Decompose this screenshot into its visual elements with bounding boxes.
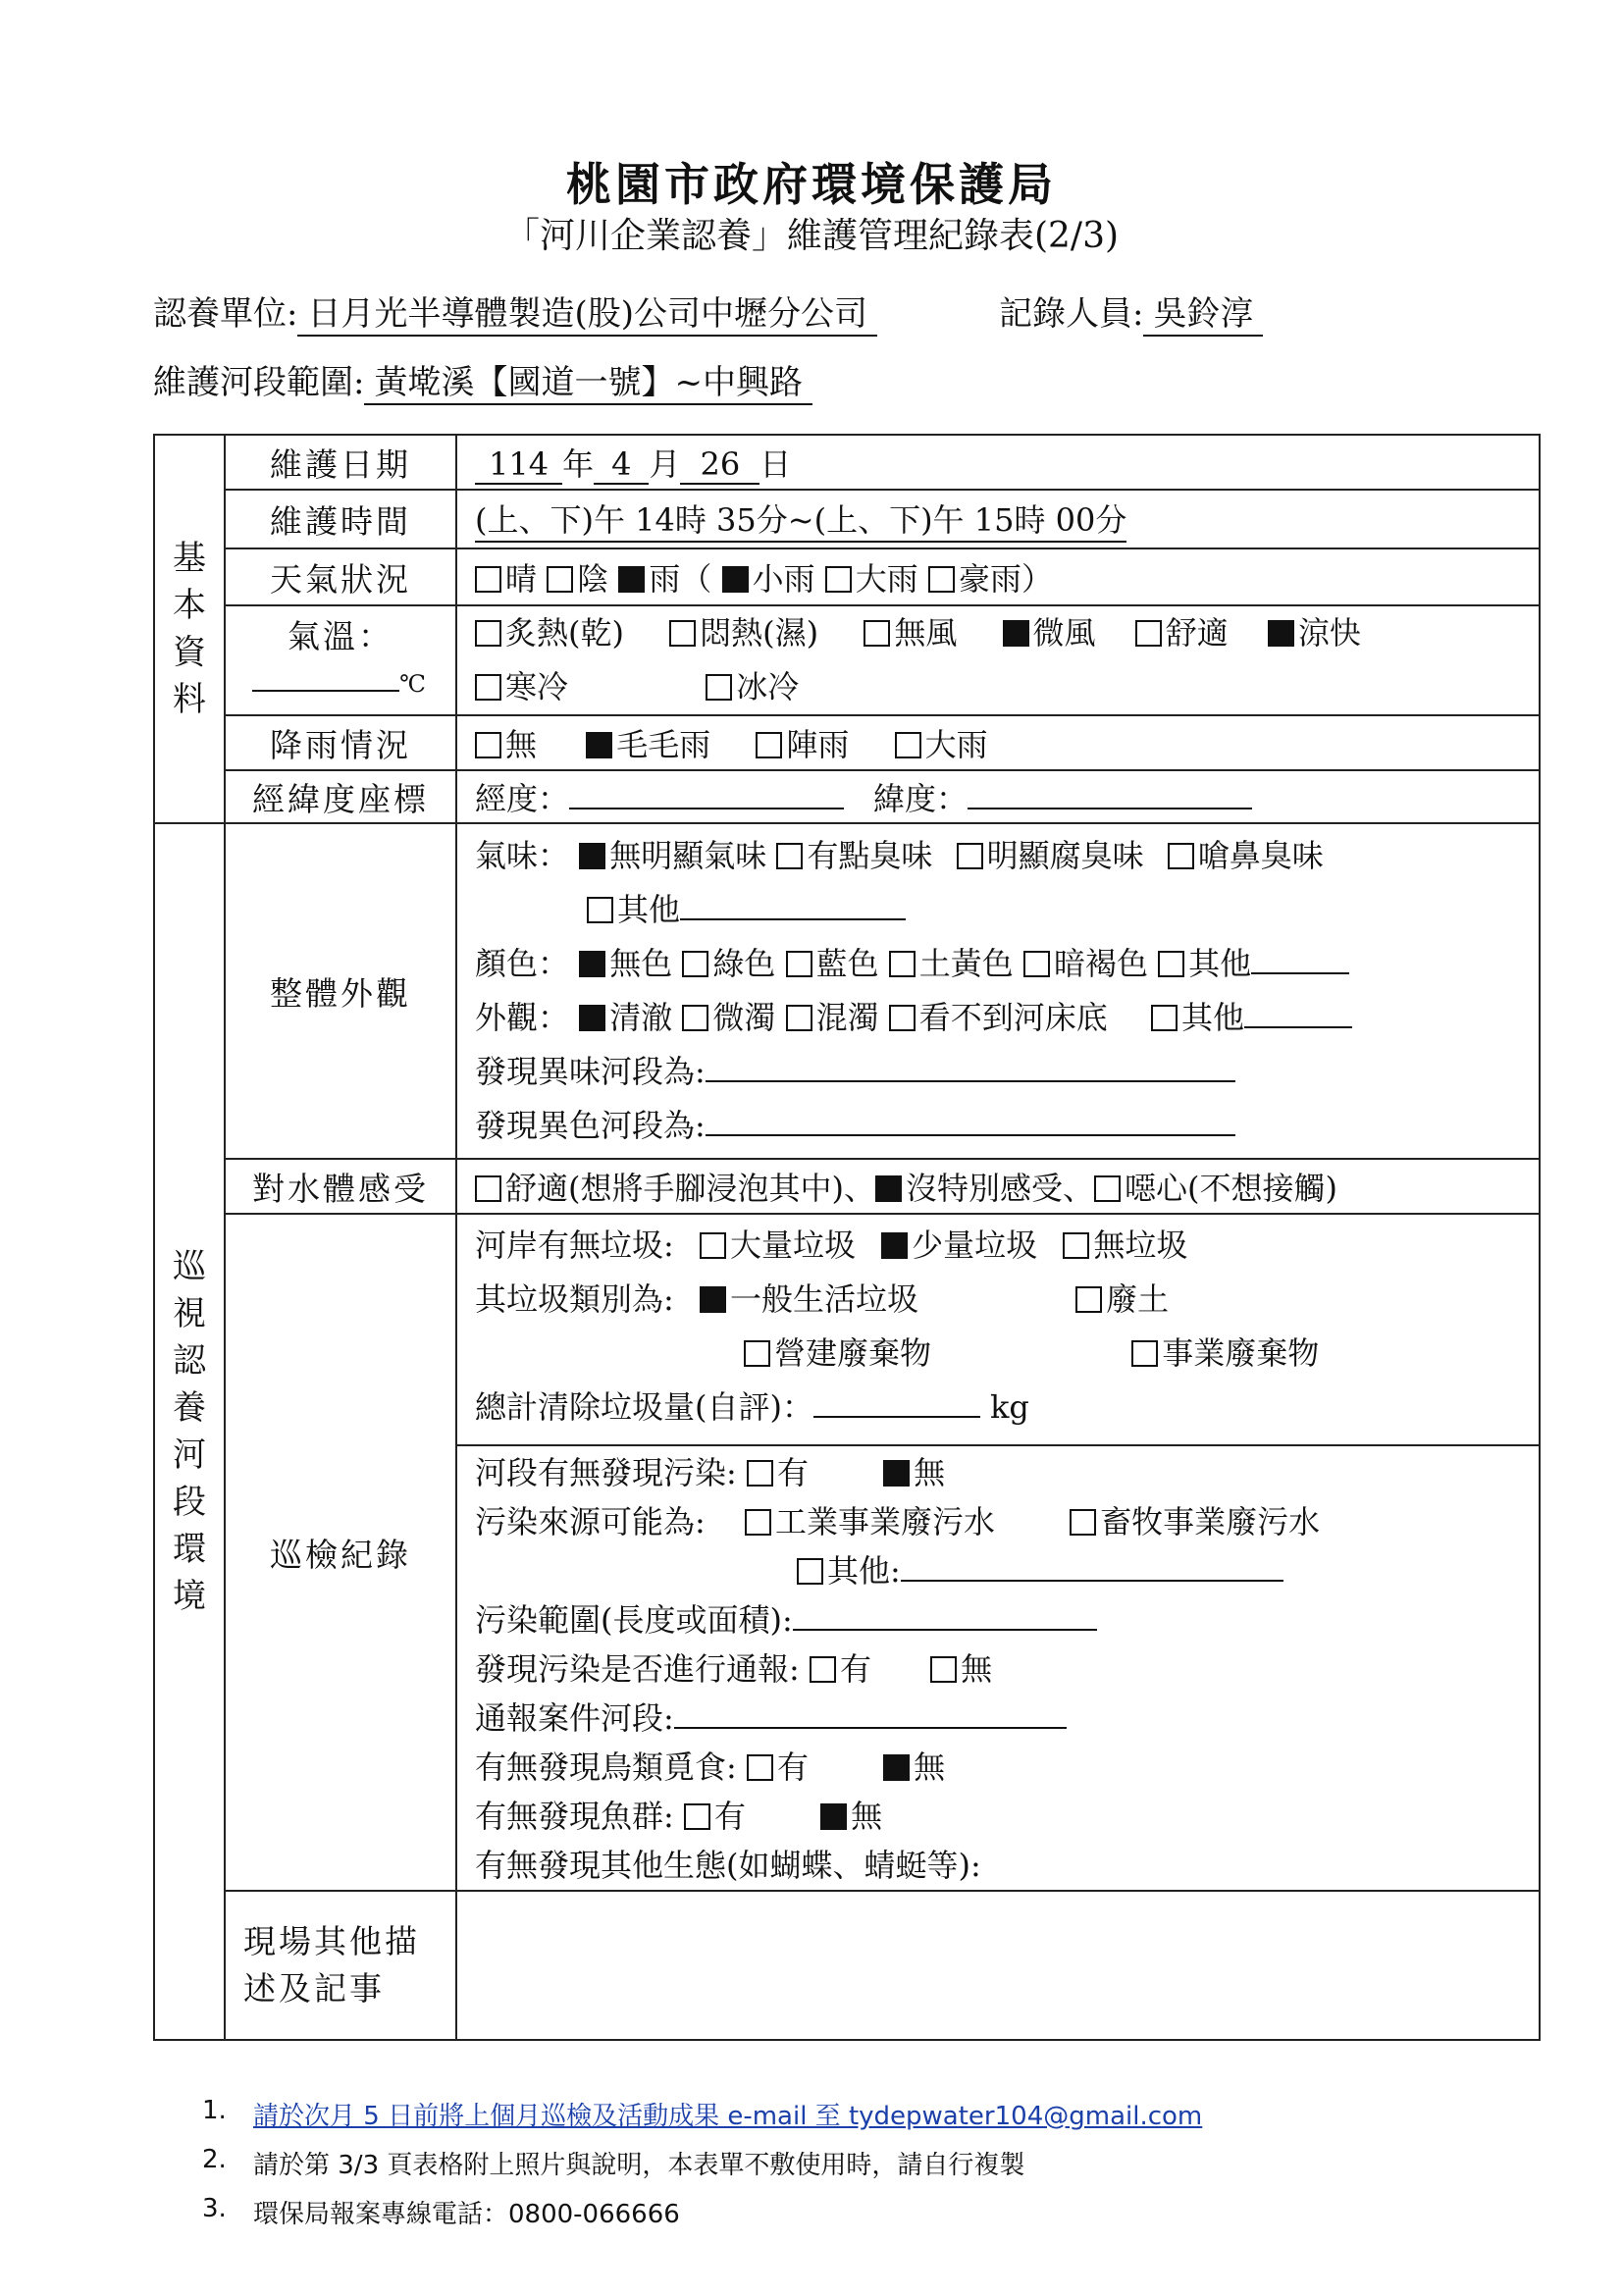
checkbox-blue[interactable] [786, 951, 812, 977]
odor-section-input[interactable] [706, 1055, 1235, 1082]
checkbox-business-waste[interactable] [1131, 1340, 1158, 1367]
longitude-input[interactable] [569, 782, 844, 809]
other-ecology-label: 有無發現其他生態(如蝴蝶、蜻蜓等): [475, 1847, 981, 1884]
option-source-other: 其他: [827, 1552, 901, 1590]
report-case-label: 通報案件河段: [475, 1699, 674, 1737]
option-color-other: 其他 [1188, 945, 1252, 982]
inspection-record-label: 巡檢紀錄 [225, 1214, 456, 1891]
checkbox-hot-humid[interactable] [669, 620, 696, 647]
checkbox-shower[interactable] [756, 732, 782, 758]
footer-note-1 [202, 2096, 1203, 2132]
report-label: 發現污染是否進行通報: [475, 1650, 800, 1688]
rainfall-options [456, 715, 1540, 770]
checkbox-waste-soil[interactable] [1075, 1286, 1102, 1313]
rainfall-label: 降雨情況 [225, 715, 456, 770]
option-pollution-yes: 有 [776, 1454, 809, 1491]
section-basic-info [154, 435, 225, 823]
garbage-block [457, 1215, 1539, 1446]
option-dark-brown: 暗褐色 [1053, 945, 1148, 982]
option-colorless: 無色 [609, 945, 673, 982]
checkbox-no-odor[interactable] [579, 843, 605, 869]
adoption-unit-row [153, 287, 877, 337]
checkbox-construction-waste[interactable] [744, 1340, 770, 1367]
date-day: 26 [680, 445, 759, 485]
recorder-value: 吳鈴淳 [1143, 287, 1263, 337]
checkbox-pungent-odor[interactable] [1168, 843, 1194, 869]
page-subtitle: 「河川企業認養」維護管理紀錄表(2/3) [503, 216, 1120, 256]
option-pungent-odor: 嗆鼻臭味 [1197, 837, 1324, 874]
color-section-input[interactable] [706, 1109, 1235, 1136]
checkbox-household-garbage[interactable] [700, 1286, 726, 1313]
look-other-input[interactable] [1244, 1001, 1352, 1028]
option-heavy-rainfall: 大雨 [924, 726, 988, 763]
report-case-input[interactable] [674, 1701, 1067, 1729]
option-look-other: 其他 [1180, 999, 1244, 1036]
option-shower: 陣雨 [786, 726, 850, 763]
notes-field[interactable] [456, 1891, 1540, 2040]
option-riverbed-invisible: 看不到河床底 [918, 999, 1108, 1036]
weather-options [456, 548, 1540, 605]
option-cold: 寒冷 [505, 668, 569, 705]
option-report-yes: 有 [839, 1650, 871, 1688]
option-rotten-odor: 明顯腐臭味 [986, 837, 1144, 874]
option-cloudy: 陰 [577, 560, 609, 598]
appearance-label: 整體外觀 [225, 823, 456, 1159]
river-range-value: 黃墘溪【國道一號】~中興路 [364, 355, 812, 405]
smell-other-input[interactable] [680, 893, 906, 920]
checkbox-no-wind[interactable] [864, 620, 890, 647]
total-garbage-label: 總計清除垃圾量(自評)： [475, 1388, 813, 1426]
time-end: (上、下)午 15時 00分 [814, 496, 1127, 543]
river-range-label: 維護河段範圍: [153, 363, 365, 402]
checkbox-fish-no[interactable] [820, 1803, 847, 1830]
checkbox-smell-other[interactable] [587, 897, 613, 923]
option-torrential-rain: 豪雨） [958, 560, 1053, 598]
checkbox-disgusting[interactable] [1094, 1175, 1121, 1202]
look-label: 外觀： [475, 999, 570, 1036]
checkbox-dark-brown[interactable] [1023, 951, 1050, 977]
option-green: 綠色 [712, 945, 776, 982]
option-waste-soil: 廢土 [1106, 1280, 1170, 1318]
option-fish-yes: 有 [713, 1798, 746, 1835]
record-form-table [153, 434, 1541, 2041]
coordinates-field [456, 770, 1540, 823]
temperature-input[interactable] [252, 664, 399, 692]
checkbox-rain[interactable] [618, 566, 645, 593]
option-no-garbage: 無垃圾 [1093, 1226, 1188, 1264]
option-fish-no: 無 [851, 1798, 883, 1835]
adoption-unit-label: 認養單位: [153, 294, 298, 334]
section-basic-label: 基 本 資 料 [173, 539, 206, 719]
checkbox-slight-odor[interactable] [776, 843, 803, 869]
source-other-input[interactable] [901, 1554, 1283, 1582]
option-light-rain: 小雨 [752, 560, 815, 598]
pollution-source-label: 污染來源可能為: [475, 1503, 706, 1540]
section-patrol-label: 巡 視 認 養 河 段 環 境 [173, 1247, 206, 1616]
option-bird-no: 無 [914, 1748, 946, 1786]
odor-section-label: 發現異味河段為: [475, 1053, 706, 1090]
option-blue: 藍色 [815, 945, 879, 982]
option-slight-odor: 有點臭味 [807, 837, 933, 874]
checkbox-clear[interactable] [579, 1005, 605, 1031]
latitude-input[interactable] [968, 782, 1252, 809]
checkbox-report-yes[interactable] [810, 1656, 836, 1683]
time-start: (上、下)午 14時 35分~ [475, 496, 814, 543]
recorder-label: 記錄人員: [999, 294, 1144, 334]
option-drizzle: 毛毛雨 [616, 726, 711, 763]
checkbox-freezing[interactable] [706, 674, 732, 701]
section-patrol [154, 823, 225, 2040]
date-label: 維護日期 [225, 435, 456, 490]
option-little-garbage: 少量垃圾 [912, 1226, 1038, 1264]
checkbox-livestock-wastewater[interactable] [1070, 1509, 1096, 1536]
adoption-unit-value: 日月光半導體製造(股)公司中壢分公司 [297, 287, 877, 337]
checkbox-torrential-rain[interactable] [928, 566, 955, 593]
latitude-label: 緯度： [873, 780, 969, 817]
checkbox-lots-of-garbage[interactable] [700, 1232, 726, 1259]
option-industrial-wastewater: 工業事業廢污水 [774, 1503, 995, 1540]
footer-note-3 [202, 2194, 680, 2230]
day-unit: 日 [759, 445, 792, 483]
option-slightly-turbid: 微濁 [712, 999, 776, 1036]
smell-label: 氣味： [475, 837, 570, 874]
fish-label: 有無發現魚群: [475, 1798, 674, 1835]
inspection-record-content [456, 1214, 1540, 1891]
checkbox-bird-no[interactable] [883, 1754, 910, 1781]
notes-label-line-1: 現場其他描 [243, 1922, 420, 1960]
weather-label: 天氣狀況 [225, 548, 456, 605]
celsius-unit: ℃ [399, 670, 429, 698]
checkbox-industrial-wastewater[interactable] [745, 1509, 771, 1536]
pollution-label: 河段有無發現污染: [475, 1454, 737, 1491]
option-no-wind: 無風 [894, 614, 958, 652]
month-unit: 月 [649, 445, 681, 483]
option-report-no: 無 [961, 1650, 993, 1688]
option-business-waste: 事業廢棄物 [1162, 1334, 1320, 1372]
checkbox-pollution-yes[interactable] [747, 1460, 773, 1487]
checkbox-heavy-rain[interactable] [825, 566, 852, 593]
checkbox-look-other[interactable] [1151, 1005, 1178, 1031]
garbage-label: 河岸有無垃圾: [475, 1226, 674, 1264]
option-construction-waste: 營建廢棄物 [774, 1334, 932, 1372]
checkbox-colorless[interactable] [579, 951, 605, 977]
date-field[interactable] [456, 435, 1540, 490]
option-hot-humid: 悶熱(濕) [700, 614, 819, 652]
checkbox-rotten-odor[interactable] [957, 843, 983, 869]
page-title: 桃園市政府環境保護局 [566, 158, 1057, 211]
pollution-block [457, 1446, 1539, 1890]
checkbox-no-rain[interactable] [475, 732, 501, 758]
notes-label [225, 1891, 456, 2040]
checkbox-slightly-turbid[interactable] [682, 1005, 708, 1031]
option-clear: 清澈 [609, 999, 673, 1036]
water-feeling-options [456, 1159, 1540, 1214]
checkbox-riverbed-invisible[interactable] [889, 1005, 916, 1031]
total-garbage-input[interactable] [813, 1390, 980, 1418]
footer-photo-instruction: 請於第 3/3 頁表格附上照片與說明，本表單不敷使用時，請自行複製 [253, 2151, 1025, 2180]
checkbox-drizzle[interactable] [586, 732, 612, 758]
checkbox-comfortable[interactable] [1135, 620, 1162, 647]
option-smell-other: 其他 [617, 891, 681, 928]
time-label: 維護時間 [225, 490, 456, 548]
temperature-input-row [226, 660, 455, 707]
option-no-special-feeling: 沒特別感受、 [905, 1170, 1094, 1207]
time-field[interactable] [456, 490, 1540, 548]
option-sunny: 晴 [505, 560, 538, 598]
option-feel-comfortable: 舒適(想將手腳浸泡其中)、 [505, 1170, 875, 1207]
option-earth-yellow: 土黃色 [918, 945, 1014, 982]
coordinates-label: 經緯度座標 [225, 770, 456, 823]
checkbox-little-garbage[interactable] [881, 1232, 908, 1259]
river-range-row [153, 355, 812, 405]
temperature-options [456, 605, 1540, 715]
checkbox-cold[interactable] [475, 674, 501, 701]
option-no-odor: 無明顯氣味 [609, 837, 767, 874]
color-other-input[interactable] [1251, 947, 1349, 974]
appearance-content [456, 823, 1540, 1159]
option-bird-yes: 有 [776, 1748, 809, 1786]
footer-note-2 [202, 2145, 1025, 2181]
footer-number-3: 3. [202, 2194, 227, 2223]
checkbox-fish-yes[interactable] [684, 1803, 710, 1830]
checkbox-cool[interactable] [1268, 620, 1294, 647]
footer-number-1: 1. [202, 2096, 227, 2125]
option-breeze: 微風 [1032, 614, 1096, 652]
footer-email-instruction[interactable]: 請於次月 5 日前將上個月巡檢及活動成果 e-mail 至 tydepwater104@gmail.com [253, 2102, 1203, 2131]
kg-unit: kg [989, 1388, 1029, 1426]
option-pollution-no: 無 [914, 1454, 946, 1491]
option-no-rain: 無 [505, 726, 538, 763]
pollution-scope-input[interactable] [793, 1603, 1097, 1631]
recorder-row [999, 287, 1263, 337]
checkbox-color-other[interactable] [1158, 951, 1184, 977]
footer-hotline: 環保局報案專線電話：0800-066666 [253, 2200, 680, 2229]
date-month: 4 [594, 445, 649, 485]
option-turbid: 混濁 [815, 999, 879, 1036]
checkbox-bird-yes[interactable] [747, 1754, 773, 1781]
temperature-cell [225, 605, 456, 715]
garbage-type-label: 其垃圾類別為: [475, 1280, 674, 1318]
water-feeling-label: 對水體感受 [225, 1159, 456, 1214]
option-comfortable: 舒適 [1165, 614, 1229, 652]
color-label: 顏色： [475, 945, 570, 982]
notes-label-line-2: 述及記事 [243, 1969, 385, 2008]
footer-number-2: 2. [202, 2145, 227, 2174]
bird-label: 有無發現鳥類覓食: [475, 1748, 737, 1786]
checkbox-hot-dry[interactable] [475, 620, 501, 647]
year-unit: 年 [562, 445, 595, 483]
option-freezing: 冰冷 [736, 668, 800, 705]
checkbox-turbid[interactable] [786, 1005, 812, 1031]
option-livestock-wastewater: 畜牧事業廢污水 [1100, 1503, 1321, 1540]
temperature-label: 氣溫： [288, 617, 393, 655]
checkbox-feel-comfortable[interactable] [475, 1175, 501, 1202]
pollution-scope-label: 污染範圍(長度或面積): [475, 1601, 793, 1639]
checkbox-pollution-no[interactable] [883, 1460, 910, 1487]
option-heavy-rain: 大雨 [855, 560, 918, 598]
checkbox-sunny[interactable] [475, 566, 501, 593]
checkbox-light-rain[interactable] [722, 566, 749, 593]
checkbox-green[interactable] [682, 951, 708, 977]
checkbox-report-no[interactable] [930, 1656, 957, 1683]
checkbox-earth-yellow[interactable] [889, 951, 916, 977]
option-disgusting: 噁心(不想接觸) [1125, 1170, 1337, 1207]
checkbox-heavy-rainfall[interactable] [895, 732, 921, 758]
checkbox-source-other[interactable] [797, 1558, 823, 1585]
option-cool: 涼快 [1297, 614, 1361, 652]
longitude-label: 經度： [475, 780, 570, 817]
option-lots-of-garbage: 大量垃圾 [729, 1226, 856, 1264]
checkbox-cloudy[interactable] [547, 566, 573, 593]
checkbox-no-garbage[interactable] [1063, 1232, 1089, 1259]
checkbox-breeze[interactable] [1003, 620, 1029, 647]
color-section-label: 發現異色河段為: [475, 1107, 706, 1144]
checkbox-no-special-feeling[interactable] [875, 1175, 902, 1202]
option-household-garbage: 一般生活垃圾 [729, 1280, 918, 1318]
date-year: 114 [475, 445, 562, 485]
option-rain: 雨（ [649, 560, 712, 598]
option-hot-dry: 炙熱(乾) [505, 614, 624, 652]
